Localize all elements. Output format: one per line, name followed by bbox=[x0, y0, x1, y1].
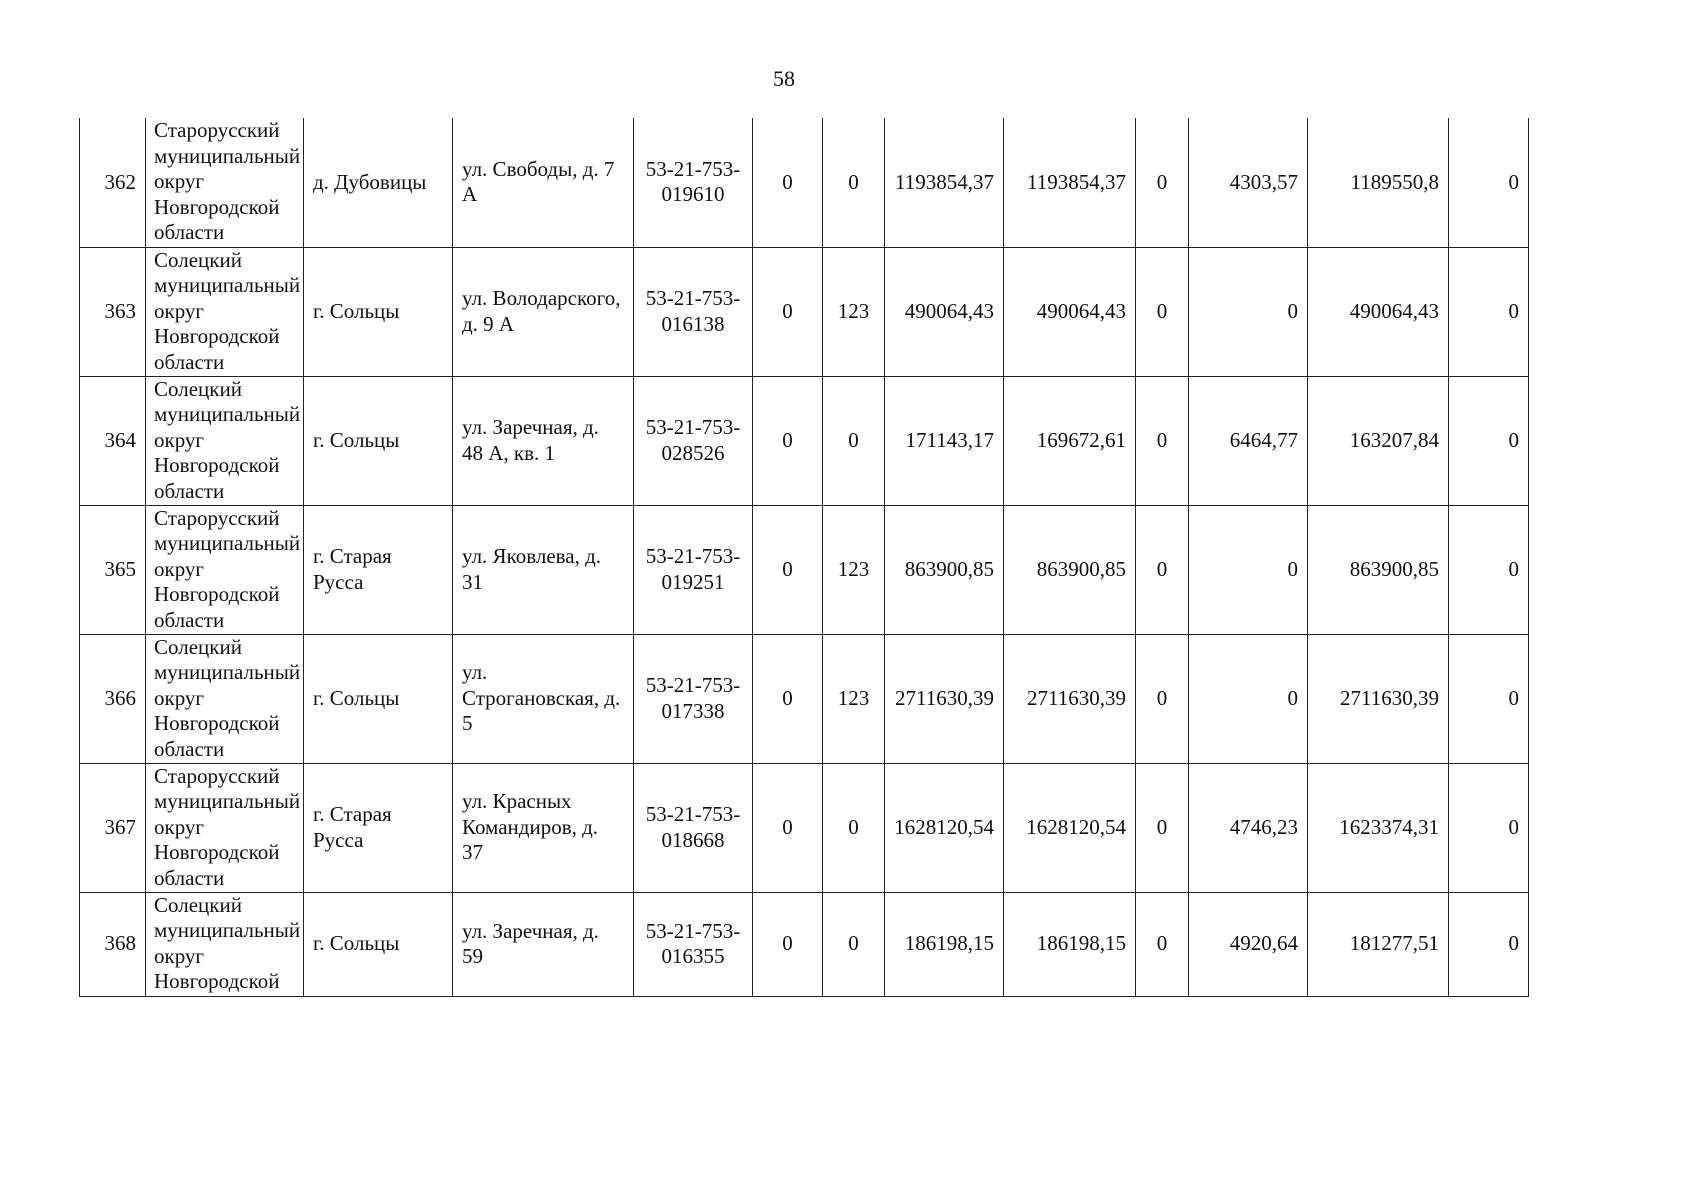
address-cell: ул. Заречная, д. 59 bbox=[453, 892, 634, 996]
code-cell: 53-21-753-017338 bbox=[634, 634, 753, 763]
value-cell-7: 863900,85 bbox=[1308, 505, 1449, 634]
value-cell-2: 0 bbox=[823, 118, 885, 247]
value-cell-8: 0 bbox=[1449, 247, 1529, 376]
code-cell: 53-21-753-016138 bbox=[634, 247, 753, 376]
settlement-cell: г. Сольцы bbox=[304, 247, 453, 376]
value-cell-2: 123 bbox=[823, 247, 885, 376]
settlement-cell: г. Сольцы bbox=[304, 634, 453, 763]
value-cell-8: 0 bbox=[1449, 118, 1529, 247]
address-cell: ул. Яковлева, д. 31 bbox=[453, 505, 634, 634]
value-cell-4: 863900,85 bbox=[1004, 505, 1136, 634]
value-cell-4: 490064,43 bbox=[1004, 247, 1136, 376]
municipality-cell: Солецкий муниципальный округ Новгородской bbox=[146, 892, 304, 996]
address-cell: ул. Строгановская, д. 5 bbox=[453, 634, 634, 763]
row-number-cell: 364 bbox=[80, 376, 146, 505]
value-cell-2: 123 bbox=[823, 505, 885, 634]
municipality-cell: Солецкий муниципальный округ Новгородской области bbox=[146, 376, 304, 505]
row-number-cell: 363 bbox=[80, 247, 146, 376]
value-cell-8: 0 bbox=[1449, 505, 1529, 634]
code-cell: 53-21-753-016355 bbox=[634, 892, 753, 996]
code-cell: 53-21-753-018668 bbox=[634, 763, 753, 892]
value-cell-8: 0 bbox=[1449, 376, 1529, 505]
value-cell-4: 2711630,39 bbox=[1004, 634, 1136, 763]
value-cell-3: 863900,85 bbox=[885, 505, 1004, 634]
value-cell-1: 0 bbox=[753, 376, 823, 505]
value-cell-4: 169672,61 bbox=[1004, 376, 1136, 505]
page-number: 58 bbox=[773, 66, 795, 91]
table-row bbox=[80, 892, 1529, 996]
table-row bbox=[80, 247, 1529, 376]
value-cell-3: 1193854,37 bbox=[885, 118, 1004, 247]
table-row bbox=[80, 763, 1529, 892]
value-cell-2: 0 bbox=[823, 376, 885, 505]
value-cell-4: 186198,15 bbox=[1004, 892, 1136, 996]
settlement-cell: д. Дубовицы bbox=[304, 118, 453, 247]
value-cell-5: 0 bbox=[1136, 505, 1189, 634]
value-cell-3: 171143,17 bbox=[885, 376, 1004, 505]
table-row bbox=[80, 505, 1529, 634]
value-cell-5: 0 bbox=[1136, 118, 1189, 247]
value-cell-6: 4920,64 bbox=[1189, 892, 1308, 996]
value-cell-1: 0 bbox=[753, 634, 823, 763]
value-cell-1: 0 bbox=[753, 763, 823, 892]
value-cell-4: 1193854,37 bbox=[1004, 118, 1136, 247]
value-cell-5: 0 bbox=[1136, 763, 1189, 892]
municipality-cell: Старорусский муниципальный округ Новгородской области bbox=[146, 763, 304, 892]
value-cell-2: 0 bbox=[823, 763, 885, 892]
value-cell-7: 1189550,8 bbox=[1308, 118, 1449, 247]
value-cell-5: 0 bbox=[1136, 247, 1189, 376]
row-number-cell: 362 bbox=[80, 118, 146, 247]
value-cell-6: 0 bbox=[1189, 505, 1308, 634]
address-cell: ул. Красных Командиров, д. 37 bbox=[453, 763, 634, 892]
row-number-cell: 368 bbox=[80, 892, 146, 996]
code-cell: 53-21-753-019610 bbox=[634, 118, 753, 247]
value-cell-7: 181277,51 bbox=[1308, 892, 1449, 996]
value-cell-1: 0 bbox=[753, 505, 823, 634]
table-row bbox=[80, 376, 1529, 505]
row-number-cell: 366 bbox=[80, 634, 146, 763]
code-cell: 53-21-753-028526 bbox=[634, 376, 753, 505]
address-cell: ул. Свободы, д. 7 А bbox=[453, 118, 634, 247]
value-cell-8: 0 bbox=[1449, 634, 1529, 763]
value-cell-6: 0 bbox=[1189, 634, 1308, 763]
municipality-cell: Солецкий муниципальный округ Новгородской области bbox=[146, 634, 304, 763]
row-number-cell: 365 bbox=[80, 505, 146, 634]
value-cell-6: 6464,77 bbox=[1189, 376, 1308, 505]
settlement-cell: г. Старая Русса bbox=[304, 505, 453, 634]
code-cell: 53-21-753-019251 bbox=[634, 505, 753, 634]
settlement-cell: г. Сольцы bbox=[304, 376, 453, 505]
value-cell-5: 0 bbox=[1136, 634, 1189, 763]
municipality-cell: Солецкий муниципальный округ Новгородской области bbox=[146, 247, 304, 376]
value-cell-2: 123 bbox=[823, 634, 885, 763]
settlement-cell: г. Старая Русса bbox=[304, 763, 453, 892]
value-cell-3: 2711630,39 bbox=[885, 634, 1004, 763]
settlement-cell: г. Сольцы bbox=[304, 892, 453, 996]
address-cell: ул. Заречная, д. 48 А, кв. 1 bbox=[453, 376, 634, 505]
value-cell-8: 0 bbox=[1449, 892, 1529, 996]
table-row bbox=[80, 118, 1529, 247]
value-cell-7: 490064,43 bbox=[1308, 247, 1449, 376]
municipality-cell: Старорусский муниципальный округ Новгородской области bbox=[146, 118, 304, 247]
row-number-cell: 367 bbox=[80, 763, 146, 892]
value-cell-1: 0 bbox=[753, 892, 823, 996]
municipality-cell: Старорусский муниципальный округ Новгородской области bbox=[146, 505, 304, 634]
value-cell-2: 0 bbox=[823, 892, 885, 996]
value-cell-7: 1623374,31 bbox=[1308, 763, 1449, 892]
value-cell-1: 0 bbox=[753, 118, 823, 247]
value-cell-7: 163207,84 bbox=[1308, 376, 1449, 505]
value-cell-6: 4746,23 bbox=[1189, 763, 1308, 892]
table-row bbox=[80, 634, 1529, 763]
value-cell-7: 2711630,39 bbox=[1308, 634, 1449, 763]
value-cell-3: 186198,15 bbox=[885, 892, 1004, 996]
data-table bbox=[79, 118, 1529, 997]
value-cell-8: 0 bbox=[1449, 763, 1529, 892]
value-cell-1: 0 bbox=[753, 247, 823, 376]
address-cell: ул. Володарского, д. 9 А bbox=[453, 247, 634, 376]
value-cell-3: 1628120,54 bbox=[885, 763, 1004, 892]
value-cell-5: 0 bbox=[1136, 892, 1189, 996]
value-cell-5: 0 bbox=[1136, 376, 1189, 505]
value-cell-6: 4303,57 bbox=[1189, 118, 1308, 247]
value-cell-3: 490064,43 bbox=[885, 247, 1004, 376]
value-cell-6: 0 bbox=[1189, 247, 1308, 376]
value-cell-4: 1628120,54 bbox=[1004, 763, 1136, 892]
